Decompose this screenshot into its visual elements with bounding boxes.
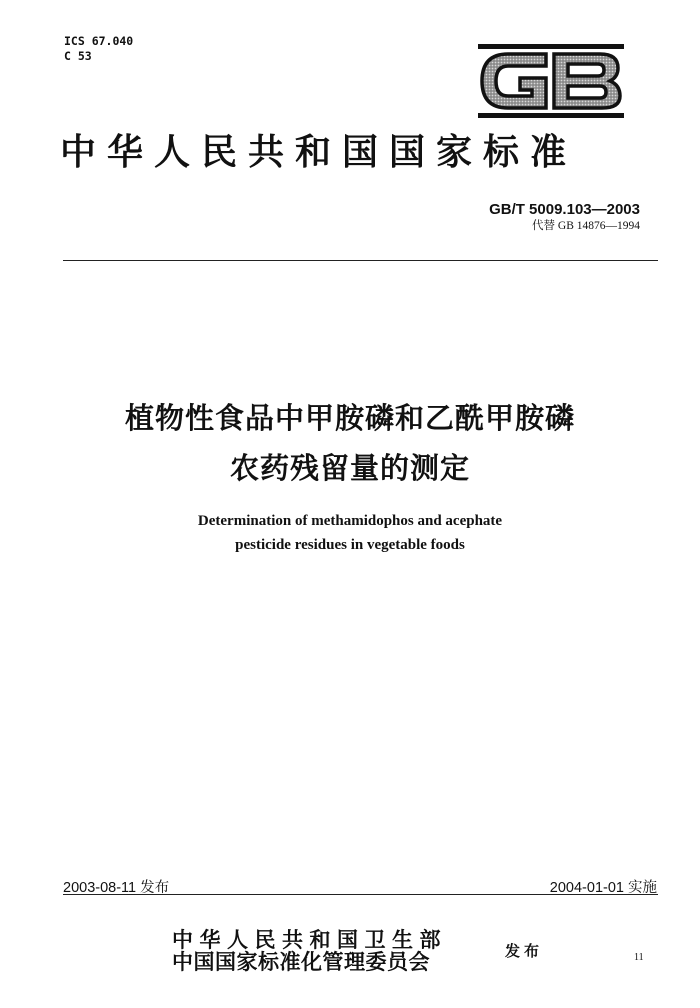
document-title-en-line2: pesticide residues in vegetable foods bbox=[235, 537, 465, 553]
gb-logo bbox=[476, 40, 626, 122]
ics-code: ICS 67.040 bbox=[64, 34, 134, 48]
standard-number: GB/T 5009.103—2003 bbox=[489, 201, 640, 218]
classification-codes bbox=[64, 34, 133, 64]
document-title-cn-line2: 农药残留量的测定 bbox=[229, 451, 470, 485]
gb-logo-graphic bbox=[476, 40, 626, 122]
issue-date: 2003-08-11 发布 bbox=[63, 880, 170, 896]
document-title-en-line1: Determination of methamidophos and acephate bbox=[197, 513, 503, 529]
issuer-ministry-of-health: 中华人民共和国卫生部 bbox=[172, 927, 447, 952]
ccs-code: C 53 bbox=[64, 49, 92, 63]
issuer-standardization-administration: 中国国家标准化管理委员会 bbox=[172, 949, 430, 974]
logo-letter-b bbox=[554, 54, 620, 108]
implementation-date: 2004-01-01 实施 bbox=[549, 880, 657, 896]
top-divider bbox=[63, 260, 658, 261]
replaces-standard: 代替 GB 14876—1994 bbox=[532, 220, 640, 232]
national-standard-title: 中华人民共和国国家标准 bbox=[60, 131, 578, 173]
logo-bottom-bar bbox=[478, 113, 624, 118]
logo-top-bar bbox=[478, 44, 624, 49]
logo-letter-g bbox=[482, 54, 546, 108]
publish-label: 发布 bbox=[505, 942, 544, 960]
bottom-divider bbox=[63, 894, 658, 895]
page-number: 11 bbox=[634, 952, 644, 963]
document-title-cn-line1: 植物性食品中甲胺磷和乙酰甲胺磷 bbox=[124, 401, 575, 435]
